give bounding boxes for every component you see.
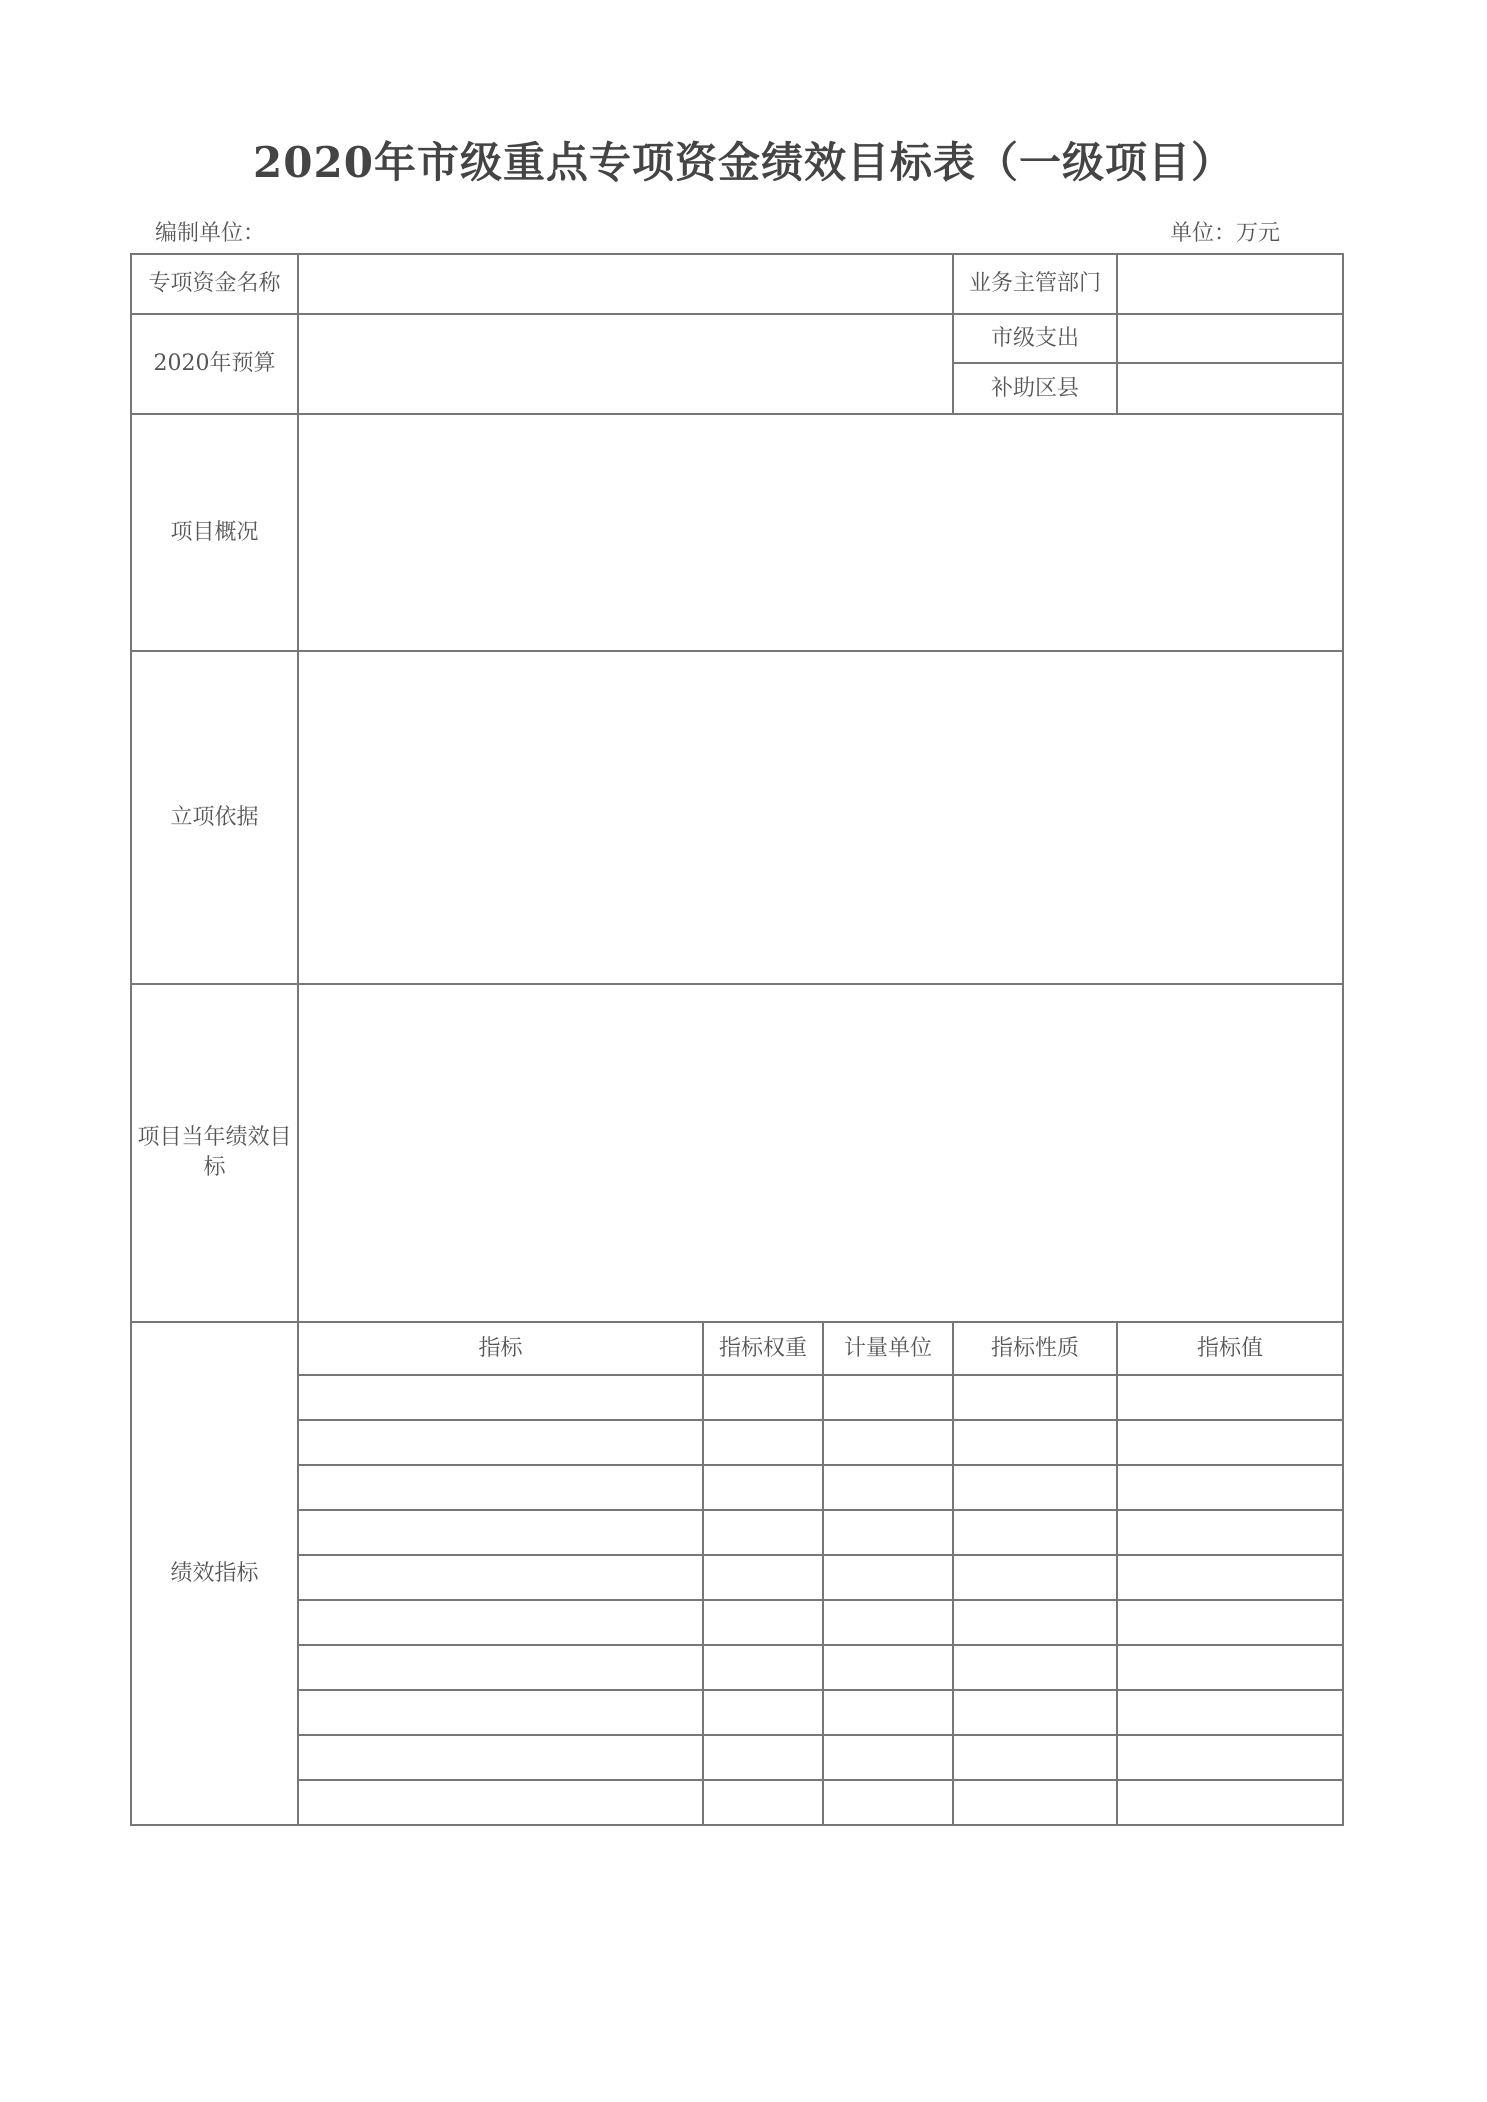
indicator-header-value: 指标值 [1117, 1322, 1343, 1375]
indicator-cell[interactable] [298, 1555, 703, 1600]
value-cell[interactable] [1117, 1420, 1343, 1465]
indicator-header-name: 指标 [298, 1322, 703, 1375]
fund-name-label: 专项资金名称 [131, 254, 298, 314]
value-cell[interactable] [1117, 1690, 1343, 1735]
budget-field[interactable] [298, 314, 953, 414]
value-cell[interactable] [1117, 1510, 1343, 1555]
overview-field[interactable] [298, 414, 1343, 651]
weight-cell[interactable] [703, 1690, 823, 1735]
annual-goal-field[interactable] [298, 984, 1343, 1322]
unit-label: 单位：万元 [1170, 221, 1281, 246]
unit-cell[interactable] [823, 1600, 953, 1645]
nature-cell[interactable] [953, 1690, 1117, 1735]
indicator-cell[interactable] [298, 1600, 703, 1645]
value-cell[interactable] [1117, 1600, 1343, 1645]
value-cell[interactable] [1117, 1375, 1343, 1420]
overview-label: 项目概况 [131, 414, 298, 651]
indicator-row [131, 1735, 1343, 1780]
unit-cell[interactable] [823, 1780, 953, 1825]
unit-cell[interactable] [823, 1465, 953, 1510]
budget-row [131, 314, 1343, 363]
nature-cell[interactable] [953, 1420, 1117, 1465]
unit-cell[interactable] [823, 1420, 953, 1465]
value-cell[interactable] [1117, 1780, 1343, 1825]
nature-cell[interactable] [953, 1645, 1117, 1690]
nature-cell[interactable] [953, 1375, 1117, 1420]
weight-cell[interactable] [703, 1420, 823, 1465]
weight-cell[interactable] [703, 1510, 823, 1555]
indicator-cell[interactable] [298, 1510, 703, 1555]
weight-cell[interactable] [703, 1735, 823, 1780]
unit-cell[interactable] [823, 1690, 953, 1735]
unit-cell[interactable] [823, 1375, 953, 1420]
value-cell[interactable] [1117, 1465, 1343, 1510]
indicators-label: 绩效指标 [131, 1322, 298, 1825]
value-cell[interactable] [1117, 1645, 1343, 1690]
unit-cell[interactable] [823, 1510, 953, 1555]
basis-label: 立项依据 [131, 651, 298, 984]
budget-label: 2020年预算 [131, 314, 298, 414]
city-spend-field[interactable] [1117, 314, 1343, 363]
weight-cell[interactable] [703, 1645, 823, 1690]
weight-cell[interactable] [703, 1465, 823, 1510]
nature-cell[interactable] [953, 1780, 1117, 1825]
indicator-cell[interactable] [298, 1690, 703, 1735]
weight-cell[interactable] [703, 1780, 823, 1825]
nature-cell[interactable] [953, 1600, 1117, 1645]
indicator-row [131, 1465, 1343, 1510]
indicator-cell[interactable] [298, 1420, 703, 1465]
city-spend-label: 市级支出 [953, 314, 1117, 363]
prepared-by-label: 编制单位： [155, 221, 266, 246]
nature-cell[interactable] [953, 1555, 1117, 1600]
value-cell[interactable] [1117, 1735, 1343, 1780]
indicator-row [131, 1375, 1343, 1420]
indicator-row [131, 1600, 1343, 1645]
fund-name-field[interactable] [298, 254, 953, 314]
indicator-header-unit: 计量单位 [823, 1322, 953, 1375]
unit-cell[interactable] [823, 1555, 953, 1600]
unit-cell[interactable] [823, 1645, 953, 1690]
district-subsidy-label: 补助区县 [953, 363, 1117, 414]
value-cell[interactable] [1117, 1555, 1343, 1600]
dept-label: 业务主管部门 [953, 254, 1117, 314]
indicator-row [131, 1555, 1343, 1600]
nature-cell[interactable] [953, 1465, 1117, 1510]
weight-cell[interactable] [703, 1555, 823, 1600]
indicator-cell[interactable] [298, 1645, 703, 1690]
annual-goal-row [131, 984, 1343, 1322]
district-subsidy-field[interactable] [1117, 363, 1343, 414]
document-title: 2020年市级重点专项资金绩效目标表（一级项目） [253, 138, 1234, 187]
overview-row [131, 414, 1343, 651]
annual-goal-label: 项目当年绩效目标 [131, 984, 298, 1322]
performance-target-table [130, 253, 1344, 1826]
basis-field[interactable] [298, 651, 1343, 984]
indicator-header-nature: 指标性质 [953, 1322, 1117, 1375]
nature-cell[interactable] [953, 1510, 1117, 1555]
dept-field[interactable] [1117, 254, 1343, 314]
weight-cell[interactable] [703, 1375, 823, 1420]
indicator-row [131, 1690, 1343, 1735]
fund-name-row [131, 254, 1343, 314]
nature-cell[interactable] [953, 1735, 1117, 1780]
indicator-header-row [131, 1322, 1343, 1375]
basis-row [131, 651, 1343, 984]
indicator-cell[interactable] [298, 1375, 703, 1420]
indicator-header-weight: 指标权重 [703, 1322, 823, 1375]
indicator-row [131, 1780, 1343, 1825]
unit-cell[interactable] [823, 1735, 953, 1780]
indicator-cell[interactable] [298, 1735, 703, 1780]
indicator-cell[interactable] [298, 1780, 703, 1825]
indicator-cell[interactable] [298, 1465, 703, 1510]
indicator-row [131, 1645, 1343, 1690]
indicator-row [131, 1510, 1343, 1555]
weight-cell[interactable] [703, 1600, 823, 1645]
indicator-row [131, 1420, 1343, 1465]
